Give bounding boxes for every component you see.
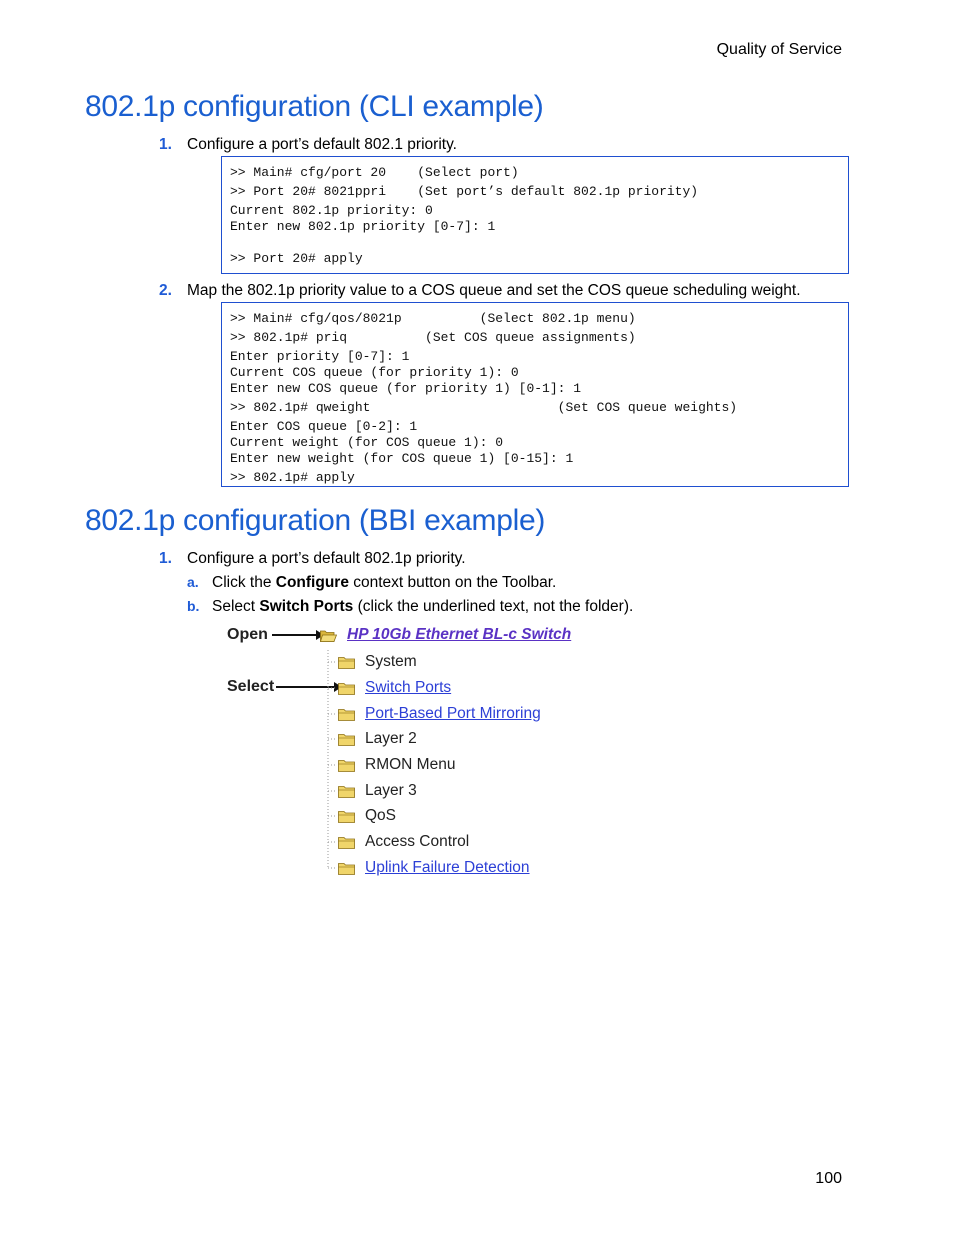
substep-letter: b.	[187, 598, 200, 614]
switch-ports-link[interactable]: Switch Ports	[365, 679, 452, 696]
code-line: >> Main# cfg/qos/8021p (Select 802.1p menu)	[230, 311, 636, 326]
tree-item-label: Layer 3	[365, 782, 417, 799]
step-text: Configure a port’s default 802.1 priority.	[187, 136, 457, 153]
folder-icon	[338, 656, 355, 669]
code-line: >> 802.1p# qweight (Set COS queue weights)	[230, 400, 738, 415]
folder-icon	[338, 836, 355, 849]
port-mirroring-link[interactable]: Port-Based Port Mirroring	[365, 705, 541, 722]
tree-root[interactable]	[320, 625, 571, 645]
substep-letter: a.	[187, 574, 199, 590]
tree-item-rmon-menu[interactable]	[338, 755, 455, 775]
section-title-cli: 802.1p configuration (CLI example)	[85, 90, 544, 123]
page-number: 100	[815, 1170, 842, 1187]
section-title-bbi: 802.1p configuration (BBI example)	[85, 504, 546, 537]
folder-icon	[338, 708, 355, 721]
tree-item-switch-ports[interactable]	[338, 678, 451, 698]
code-line: Enter new 802.1p priority [0-7]: 1	[230, 219, 496, 234]
code-line: Enter new COS queue (for priority 1) [0-1]: 1	[230, 381, 582, 396]
code-line: Enter priority [0-7]: 1	[230, 349, 410, 364]
running-header: Quality of Service	[716, 41, 842, 58]
tree-item-uplink-failure[interactable]	[338, 858, 530, 878]
tree-item-qos[interactable]	[338, 806, 396, 826]
select-label: Select	[227, 678, 275, 695]
code-line: Current 802.1p priority: 0	[230, 203, 433, 218]
step-number: 1.	[159, 136, 172, 153]
folder-icon	[338, 733, 355, 746]
tree-item-label: QoS	[365, 807, 397, 824]
folder-icon	[338, 862, 355, 875]
tree-root-link[interactable]: HP 10Gb Ethernet BL-c Switch	[347, 626, 572, 643]
step-number: 1.	[159, 550, 172, 567]
tree-item-access-control[interactable]	[338, 832, 469, 852]
step-text: Map the 802.1p priority value to a COS queue and set the COS queue scheduling weight.	[187, 282, 801, 299]
code-line: Current weight (for COS queue 1): 0	[230, 435, 504, 450]
tree-item-layer-3[interactable]	[338, 781, 417, 801]
folder-icon	[338, 682, 355, 695]
code-line: >> 802.1p# priq (Set COS queue assignments)	[230, 330, 636, 345]
step-number: 2.	[159, 282, 172, 299]
switch-ports-term: Switch Ports	[259, 598, 354, 615]
code-line: Enter COS queue [0-2]: 1	[230, 419, 418, 434]
code-line: Enter new weight (for COS queue 1) [0-15]: 1	[230, 451, 574, 466]
tree-item-layer-2[interactable]	[338, 729, 417, 749]
open-folder-icon	[320, 629, 337, 642]
substep-text: context button on the Toolbar.	[348, 574, 557, 591]
step-text: Configure a port’s default 802.1p priority.	[187, 550, 466, 567]
open-label: Open	[227, 626, 268, 643]
code-line: >> Main# cfg/port 20 (Select port)	[230, 165, 519, 180]
code-line: >> 802.1p# apply	[230, 470, 355, 485]
uplink-failure-link[interactable]: Uplink Failure Detection	[365, 859, 530, 876]
configure-term: Configure	[275, 574, 349, 591]
tree-item-label: Access Control	[365, 833, 470, 850]
folder-icon	[338, 810, 355, 823]
substep-text: Select	[212, 598, 260, 615]
tree-item-system[interactable]	[338, 652, 417, 672]
tree-item-label: RMON Menu	[365, 756, 456, 773]
folder-icon	[338, 759, 355, 772]
tree-item-label: System	[365, 653, 417, 670]
tree-item-port-mirroring[interactable]	[338, 704, 541, 724]
tree-item-label: Layer 2	[365, 730, 417, 747]
code-line: >> Port 20# 8021ppri (Set port’s default 802.1p priority)	[230, 184, 699, 199]
code-line: Current COS queue (for priority 1): 0	[230, 365, 519, 380]
substep-text: (click the underlined text, not the folder).	[353, 598, 634, 615]
folder-icon	[338, 785, 355, 798]
substep-text: Click the	[212, 574, 276, 591]
code-line: >> Port 20# apply	[230, 251, 363, 266]
